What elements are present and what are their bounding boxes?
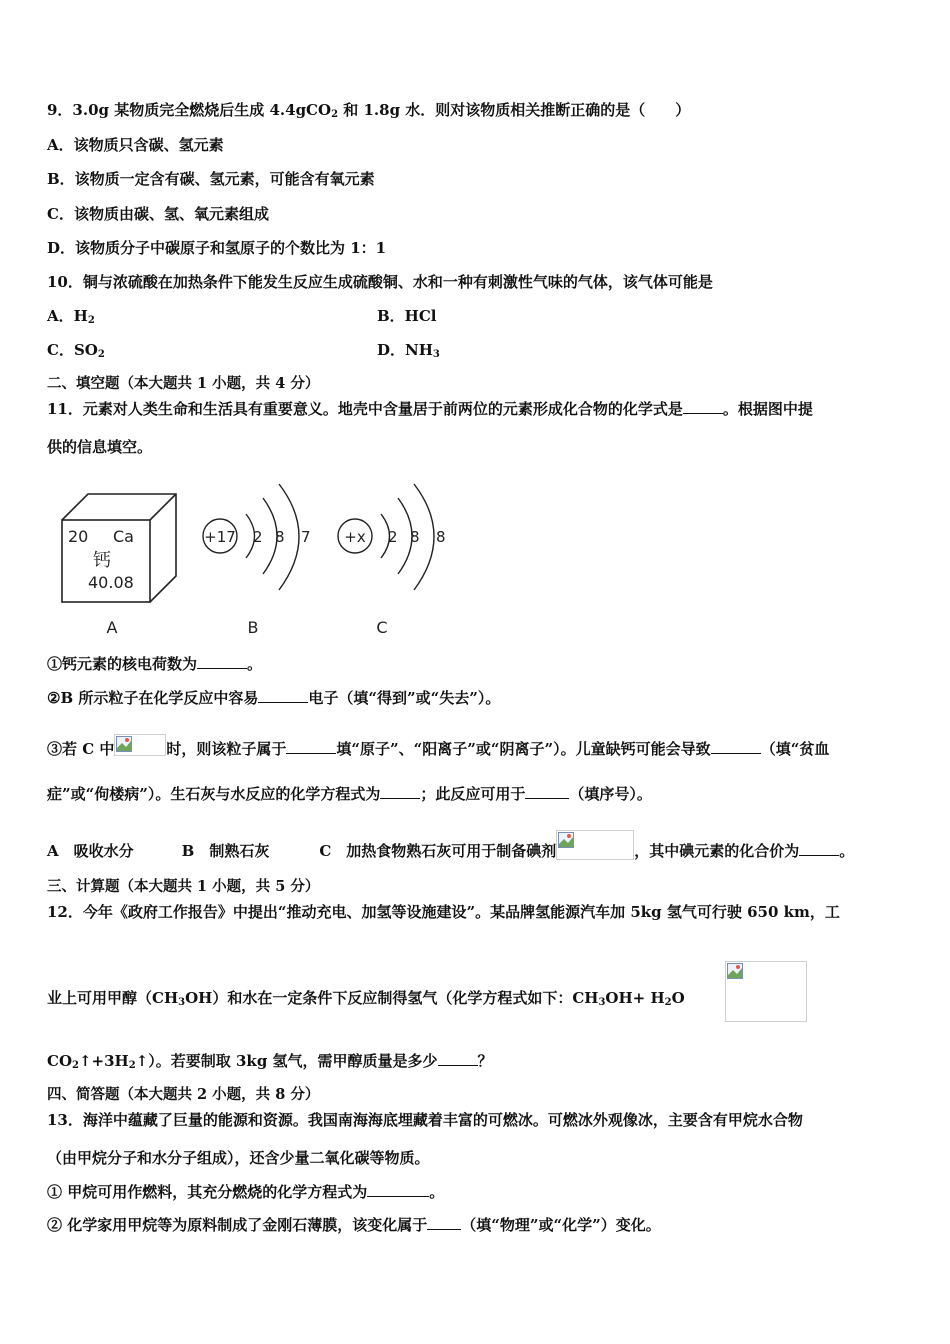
section-3-heading: 三、计算题（本大题共 1 小题，共 5 分） (47, 878, 320, 895)
answer-blank[interactable] (799, 841, 839, 856)
cell-atomic-number: 20 (68, 527, 89, 546)
q11-part-2: ②B 所示粒子在化学反应中容易 电子（填“得到”或“失去”）。 (47, 689, 501, 707)
cube-edge (150, 494, 176, 520)
q9-option-b: B．该物质一定含有碳、氢元素，可能含有氧元素 (47, 170, 375, 188)
q12-line2: 业上可用甲醇$(CH_3OH)$和水在一定条件下反应制得氢气（化学方程式如下：$CH_3OH+ H_2O$ (47, 989, 685, 1008)
answer-blank[interactable] (286, 739, 336, 754)
broken-image-icon (116, 736, 132, 752)
answer-blank[interactable] (197, 654, 247, 669)
answer-blank[interactable] (258, 688, 308, 703)
atom-c-diagram (338, 484, 446, 590)
q12-line1: 12．今年《政府工作报告》中提出“推动充电、加氢等设施建设”。某品牌氢能源汽车加 5kg 氢气可行驶 650 km，工 (47, 903, 840, 921)
atom-c-shell-3-count: 8 (436, 528, 446, 546)
cell-element-name: 钙 (93, 550, 111, 571)
broken-image (114, 734, 166, 756)
atom-c-nucleus-charge: +x (344, 528, 366, 546)
answer-blank[interactable] (427, 1215, 461, 1230)
atom-b-shell-2-count: 8 (275, 528, 285, 546)
q11-part-3: ③若 C 中 时，则该粒子属于 填“原子”、“阳离子”或“阴离子”）。儿童缺钙可能会导致 （填“贫血 (47, 734, 829, 759)
answer-blank[interactable] (711, 739, 761, 754)
q9-option-c: C．该物质由碳、氢、氧元素组成 (47, 205, 269, 223)
figure-label-c: C (376, 618, 388, 637)
q11-stem-line2: 供的信息填空。 (47, 438, 153, 456)
answer-blank[interactable] (683, 399, 723, 414)
figure-label-b: B (247, 618, 259, 637)
q13-part-1: ① 甲烷可用作燃料，其充分燃烧的化学方程式为 。 (47, 1183, 445, 1201)
q9-stem: 9．3.0g 某物质完全燃烧后生成 4.4gCO$_2$ 和 1.8g 水．则对该物质相关推断正确的是（ ） (47, 101, 691, 120)
cell-atomic-mass: 40.08 (88, 573, 134, 592)
answer-blank[interactable] (380, 784, 420, 799)
q13-line2: （由甲烷分子和水分子组成），还含少量二氧化碳等物质。 (47, 1149, 430, 1167)
atom-b-shell-1-count: 2 (253, 528, 263, 546)
q13-part-2: ② 化学家用甲烷等为原料制成了金刚石薄膜，该变化属于 （填“物理”或“化学”）变化。 (47, 1216, 661, 1234)
q10-option-b: B．HCl (377, 307, 437, 325)
cell-symbol: Ca (113, 527, 134, 546)
section-2-heading: 二、填空题（本大题共 1 小题，共 4 分） (47, 375, 320, 392)
q11-part-3-continued: 症”或“佝楼病”）。生石灰与水反应的化学方程式为 ；此反应可用于 （填序号）。 (47, 785, 652, 803)
q11-options-line: A 吸收水分 B 制熟石灰 C 加热食物熟石灰可用于制备碘剂 ，其中碘元素的化合价为 。 (47, 830, 854, 861)
q10-option-a: A．$H_2$ (47, 307, 95, 326)
atom-c-shell-1-count: 2 (388, 528, 398, 546)
q11-part-1: ①钙元素的核电荷数为 。 (47, 655, 263, 673)
broken-image-icon (727, 963, 743, 979)
broken-image (556, 830, 634, 860)
q12-line3: $CO_2↑+3H_2↑$）。若要制取 3kg 氢气，需甲醇质量是多少 ？ (47, 1052, 493, 1071)
figure-label-a: A (106, 618, 118, 637)
q10-option-c: C．$SO_2$ (47, 341, 105, 360)
atom-b-diagram (203, 484, 311, 590)
atom-b-shell-3-count: 7 (301, 528, 311, 546)
q10-stem: 10．铜与浓硫酸在加热条件下能发生反应生成硫酸铜、水和一种有刺激性气味的气体，该气体可能是 (47, 273, 713, 291)
answer-blank[interactable] (367, 1182, 429, 1197)
q10-option-d: D．$NH_3$ (377, 341, 440, 360)
answer-blank[interactable] (438, 1051, 478, 1066)
q9-option-a: A．该物质只含碳、氢元素 (47, 136, 224, 154)
answer-blank[interactable] (525, 784, 569, 799)
broken-image-icon (558, 832, 574, 848)
element-figure (55, 470, 455, 642)
section-4-heading: 四、简答题（本大题共 2 小题，共 8 分） (47, 1086, 320, 1103)
broken-image-equation (725, 961, 807, 1022)
q9-option-d: D．该物质分子中碳原子和氢原子的个数比为 1：1 (47, 239, 387, 257)
atom-b-nucleus-charge: +17 (204, 528, 236, 546)
q11-stem-line1: 11．元素对人类生命和生活具有重要意义。地壳中含量居于前两位的元素形成化合物的化学式是 。根据图中提 (47, 400, 813, 418)
atom-c-shell-2-count: 8 (410, 528, 420, 546)
q13-line1: 13．海洋中蕴藏了巨量的能源和资源。我国南海海底埋藏着丰富的可燃冰。可燃冰外观像冰，主要含有甲烷水合物 (47, 1111, 803, 1129)
